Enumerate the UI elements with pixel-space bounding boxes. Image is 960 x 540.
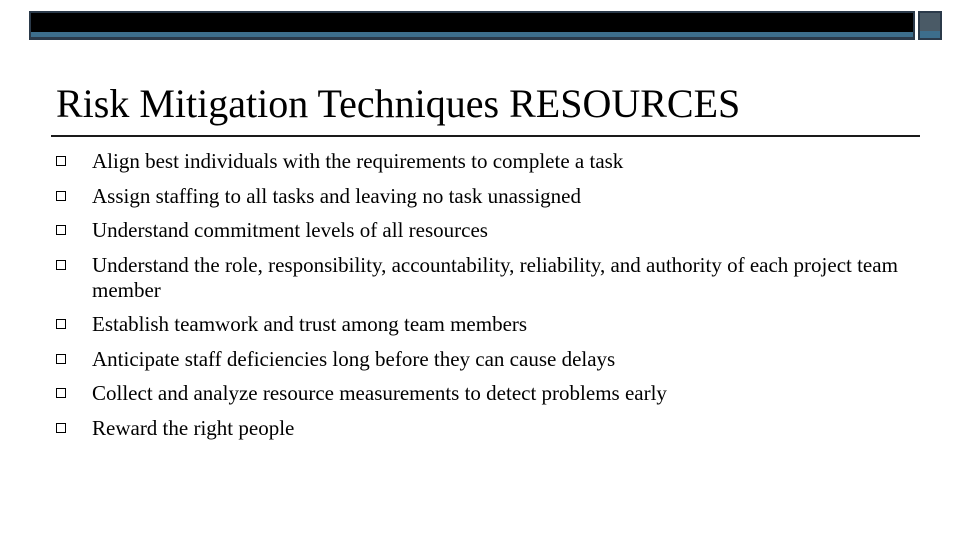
square-bullet-icon — [56, 388, 66, 398]
bullet-text: Align best individuals with the requirements to complete a task — [92, 149, 624, 173]
square-bullet-icon — [56, 225, 66, 235]
header-bar — [29, 11, 915, 40]
square-bullet-icon — [56, 191, 66, 201]
bullet-item — [56, 312, 916, 337]
square-bullet-icon — [56, 156, 66, 166]
bullet-item — [56, 347, 916, 372]
square-bullet-icon — [56, 354, 66, 364]
bullet-text: Establish teamwork and trust among team members — [92, 312, 528, 336]
bullet-item — [56, 253, 916, 303]
bullet-text: Reward the right people — [92, 415, 295, 440]
square-bullet-icon — [56, 423, 66, 433]
header-bar-fill — [31, 13, 913, 32]
slide-title: Risk Mitigation Techniques RESOURCES — [56, 81, 741, 126]
title-divider — [51, 135, 920, 137]
bullet-item — [56, 381, 916, 406]
bullet-text: Collect and analyze resource measurements to detect problems early — [92, 381, 667, 405]
header-corner-fill — [920, 13, 940, 31]
bullet-item — [56, 184, 916, 209]
bullet-item — [56, 218, 916, 243]
bullet-text: Understand the role, responsibility, accountability, reliability, and authority of each project team member — [92, 252, 898, 302]
bullet-text: Assign staffing to all tasks and leaving no task unassigned — [92, 183, 581, 208]
bullet-text: Anticipate staff deficiencies long before they can cause delays — [92, 346, 616, 371]
square-bullet-icon — [56, 260, 66, 270]
bullet-item — [56, 149, 916, 174]
bullet-item — [56, 416, 916, 441]
square-bullet-icon — [56, 319, 66, 329]
bullet-text: Understand commitment levels of all resources — [92, 218, 488, 242]
header-corner-box — [918, 11, 942, 40]
bullet-list — [56, 149, 916, 450]
